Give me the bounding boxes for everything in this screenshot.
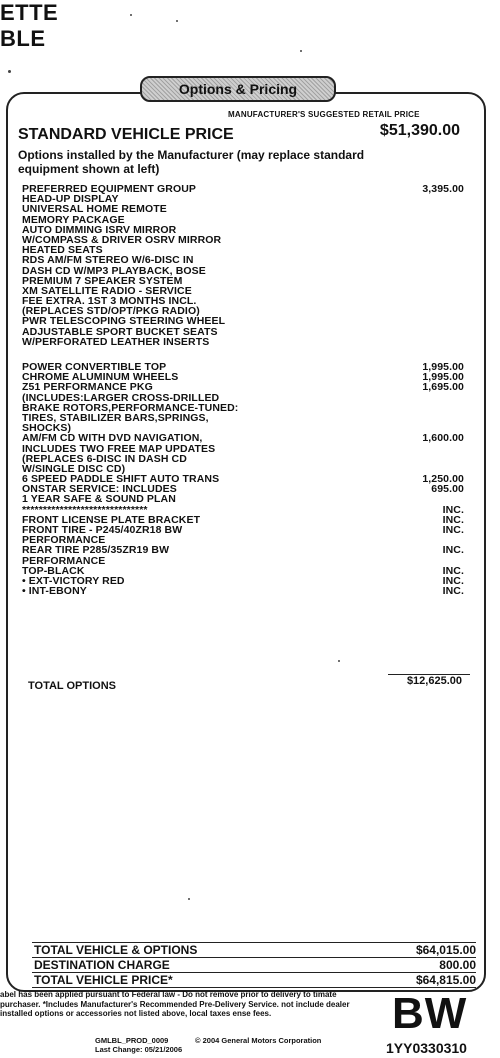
option-price: 695.00	[431, 483, 464, 496]
vin-fragment: 1YY0330310	[386, 1040, 467, 1056]
option-description: (REPLACES 6-DISC IN DASH CD	[22, 452, 187, 465]
option-description: POWER CONVERTIBLE TOP	[22, 361, 167, 373]
option-description: PERFORMANCE	[22, 554, 106, 567]
option-description: FEE EXTRA. 1ST 3 MONTHS INCL.	[22, 295, 197, 308]
option-line-item	[22, 337, 472, 347]
option-description: • INT-EBONY	[22, 585, 87, 598]
option-description: SHOCKS)	[22, 422, 72, 435]
option-price: 3,395.00	[422, 183, 464, 195]
label-code: BW	[392, 989, 468, 1038]
option-description: MEMORY PACKAGE	[22, 213, 125, 226]
option-description: PREFERRED EQUIPMENT GROUP	[22, 183, 197, 195]
option-description: Z51 PERFORMANCE PKG	[22, 381, 153, 394]
scan-speck	[8, 70, 11, 73]
option-description: BRAKE ROTORS,PERFORMANCE-TUNED:	[22, 401, 239, 414]
totals-row	[32, 972, 476, 988]
header-title-line1: ETTE	[0, 0, 59, 25]
option-line-item	[22, 413, 472, 423]
option-description: ONSTAR SERVICE: INCLUDES	[22, 483, 177, 496]
option-description: ******************************	[22, 503, 148, 516]
totals-row-label: TOTAL VEHICLE PRICE*	[34, 973, 173, 987]
option-line-item	[22, 255, 472, 265]
option-price: 1,250.00	[422, 473, 464, 486]
option-description: (REPLACES STD/OPT/PKG RADIO)	[22, 305, 200, 318]
option-description: 1 YEAR SAFE & SOUND PLAN	[22, 493, 176, 506]
option-description: FRONT LICENSE PLATE BRACKET	[22, 513, 201, 526]
option-description: W/COMPASS & DRIVER OSRV MIRROR	[22, 233, 222, 246]
scan-speck	[300, 50, 302, 52]
last-change: Last Change: 05/21/2006	[95, 1045, 183, 1054]
option-price: 1,995.00	[422, 361, 464, 373]
option-description: PERFORMANCE	[22, 534, 106, 547]
option-price: 1,695.00	[422, 381, 464, 394]
option-price: INC.	[442, 574, 464, 587]
option-price: INC.	[442, 564, 464, 577]
option-description: W/PERFORATED LEATHER INSERTS	[22, 335, 210, 348]
totals-row-value: 800.00	[439, 958, 476, 972]
total-options-value: $12,625.00	[406, 675, 462, 687]
scan-speck	[338, 660, 340, 662]
option-description: ADJUSTABLE SPORT BUCKET SEATS	[22, 325, 218, 338]
msrp-header: MANUFACTURER'S SUGGESTED RETAIL PRICE	[228, 110, 420, 119]
option-description: PREMIUM 7 SPEAKER SYSTEM	[22, 274, 183, 287]
option-price: INC.	[442, 503, 464, 516]
option-line-item	[22, 556, 472, 566]
option-description: CHROME ALUMINUM WHEELS	[22, 371, 179, 384]
option-description: W/SINGLE DISC CD)	[22, 462, 126, 475]
option-description: INCLUDES TWO FREE MAP UPDATES	[22, 442, 216, 455]
totals-row-label: DESTINATION CHARGE	[34, 958, 170, 972]
copyright: © 2004 General Motors Corporation	[195, 1036, 322, 1045]
totals-row-value: $64,015.00	[415, 943, 476, 957]
option-price: INC.	[442, 544, 464, 557]
option-price: 1,995.00	[422, 371, 464, 384]
option-description: UNIVERSAL HOME REMOTE	[22, 203, 167, 216]
option-description: • EXT-VICTORY RED	[22, 574, 125, 587]
option-description: DASH CD W/MP3 PLAYBACK, BOSE	[22, 264, 206, 277]
option-description: TIRES, STABILIZER BARS,SPRINGS,	[22, 411, 209, 424]
option-description: PWR TELESCOPING STEERING WHEEL	[22, 315, 226, 328]
option-line-item	[22, 433, 472, 443]
option-description: AUTO DIMMING ISRV MIRROR	[22, 223, 177, 236]
totals-block	[32, 942, 476, 988]
option-description: HEATED SEATS	[22, 244, 103, 257]
option-price: INC.	[442, 524, 464, 536]
standard-price-label: STANDARD VEHICLE PRICE	[18, 126, 234, 143]
totals-row-label: TOTAL VEHICLE & OPTIONS	[34, 943, 198, 957]
option-description: TOP-BLACK	[22, 564, 85, 577]
options-note: Options installed by the Manufacturer (may replace standard equipment shown at left)	[18, 148, 365, 176]
option-price: 1,600.00	[422, 432, 464, 445]
totals-row-value: $64,815.00	[415, 973, 476, 987]
option-description: AM/FM CD WITH DVD NAVIGATION,	[22, 432, 203, 445]
section-title: Options & Pricing	[140, 76, 336, 102]
option-price: INC.	[442, 585, 464, 598]
option-description: HEAD-UP DISPLAY	[22, 193, 119, 206]
scan-speck	[130, 14, 132, 16]
standard-price-value: $51,390.00	[379, 122, 460, 139]
form-id	[95, 1036, 182, 1054]
header-title-line2: BLE	[0, 26, 46, 51]
scan-speck	[188, 898, 190, 900]
totals-row	[32, 942, 476, 957]
option-description: REAR TIRE P285/35ZR19 BW	[22, 544, 170, 557]
option-description: FRONT TIRE - P245/40ZR18 BW	[22, 524, 183, 536]
option-description: RDS AM/FM STEREO W/6-DISC IN	[22, 254, 194, 267]
totals-row	[32, 957, 476, 972]
option-price: INC.	[442, 513, 464, 526]
scan-speck	[176, 20, 178, 22]
option-description: XM SATELLITE RADIO - SERVICE	[22, 284, 192, 297]
option-line-item	[22, 586, 472, 596]
form-id-code: GMLBL_PROD_0009	[95, 1036, 169, 1045]
legal-notice: abel has been applied pursuant to Federal law - Do not remove prior to delivery to timate purchaser. *Includes Manufacturer's Recommended Pre-Delivery Service. not include dealer installed options or accessories not listed above, local taxes ense fees.	[0, 990, 350, 1019]
option-description: (INCLUDES:LARGER CROSS-DRILLED	[22, 391, 220, 404]
option-line-items	[22, 184, 472, 596]
total-options-label: TOTAL OPTIONS	[28, 680, 117, 692]
option-line-item	[22, 576, 472, 586]
option-description: 6 SPEED PADDLE SHIFT AUTO TRANS	[22, 473, 220, 486]
line-gap	[22, 347, 472, 362]
